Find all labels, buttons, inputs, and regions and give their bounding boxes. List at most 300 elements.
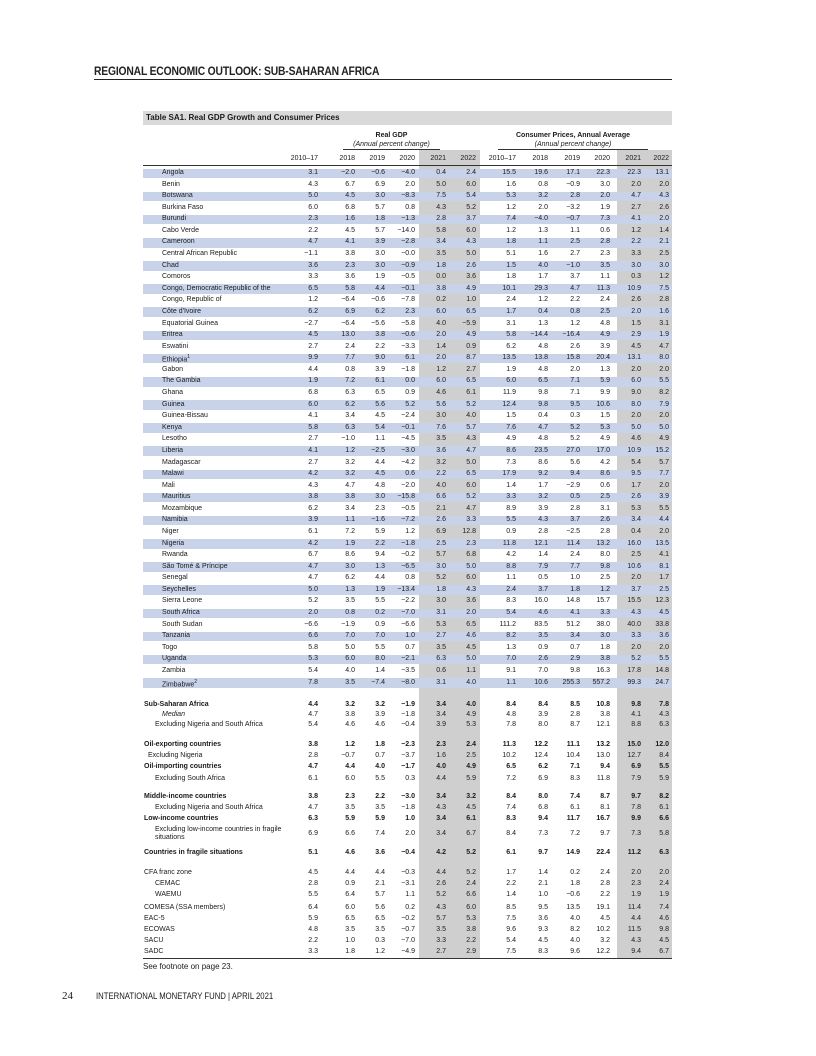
table-cell: 2.8 <box>600 880 610 887</box>
table-cell: 1.2 <box>405 527 415 535</box>
table-cell: 4.4 <box>375 869 385 876</box>
table-cell: 4.3 <box>308 180 318 188</box>
row-label-text: Guinea <box>162 400 185 408</box>
table-cell: 4.7 <box>308 238 318 246</box>
table-cell: 2.0 <box>308 609 318 617</box>
table-cell: 3.5 <box>345 804 355 811</box>
table-cell: 2.3 <box>375 504 385 512</box>
table-cell: 3.9 <box>375 711 385 718</box>
table-cell: 1.4 <box>506 481 516 489</box>
table-cell: −6.5 <box>401 562 415 570</box>
table-cell: 6.1 <box>405 354 415 362</box>
table-cell: 6.3 <box>659 849 669 856</box>
row-label <box>144 869 192 876</box>
table-cell: 9.4 <box>538 815 548 822</box>
table-cell: 13.5 <box>502 354 516 362</box>
table-cell: 1.9 <box>375 273 385 281</box>
table-cell: 2.2 <box>506 880 516 887</box>
table-cell: 4.7 <box>659 342 669 350</box>
table-cell: 4.8 <box>506 711 516 718</box>
table-cell: −2.7 <box>304 319 318 327</box>
table-cell: 6.0 <box>308 400 318 408</box>
table-cell: 3.2 <box>538 192 548 200</box>
table-row <box>0 238 816 248</box>
table-cell: 10.6 <box>596 400 610 408</box>
table-cell: −1.9 <box>401 701 415 708</box>
table-cell: 2.6 <box>538 655 548 663</box>
table-cell: 5.5 <box>308 891 318 898</box>
row-label <box>155 721 263 728</box>
table-cell: −3.0 <box>401 446 415 454</box>
table-cell: 6.2 <box>345 400 355 408</box>
table-cell: 13.1 <box>655 169 669 176</box>
table-cell: 1.4 <box>436 342 446 350</box>
table-cell: 5.0 <box>308 585 318 593</box>
row-label <box>162 343 188 350</box>
table-cell: 8.5 <box>570 701 580 708</box>
table-cell: 2.6 <box>659 203 669 211</box>
table-cell: 9.9 <box>600 389 610 397</box>
table-cell: 6.0 <box>466 481 476 489</box>
table-cell: 8.0 <box>375 655 385 663</box>
table-cell: 6.1 <box>308 775 318 782</box>
real-gdp-group-header <box>343 131 440 150</box>
table-cell: 2.8 <box>600 238 610 246</box>
table-cell: 3.4 <box>345 504 355 512</box>
table-cell: 12.4 <box>502 400 516 408</box>
table-cell: 5.8 <box>436 226 446 234</box>
table-cell: 7.1 <box>570 389 580 397</box>
table-cell: 7.3 <box>631 830 641 837</box>
table-cell: −1.1 <box>304 250 318 258</box>
table-cell: 3.6 <box>466 273 476 281</box>
table-cell: 1.1 <box>538 238 548 246</box>
table-cell: 3.3 <box>600 609 610 617</box>
year-header-0: 2010–17 <box>290 155 318 162</box>
table-row <box>0 793 816 803</box>
table-cell: 1.9 <box>345 539 355 547</box>
consumer-prices-title: Consumer Prices, Annual Average <box>516 132 630 139</box>
table-cell: 12.7 <box>627 752 641 759</box>
table-cell: 1.4 <box>506 891 516 898</box>
row-label <box>162 401 185 408</box>
table-row <box>0 528 816 538</box>
table-cell: 3.4 <box>436 830 446 837</box>
table-cell: −4.0 <box>534 215 548 223</box>
table-cell: 8.9 <box>506 504 516 512</box>
table-cell: 6.6 <box>659 815 669 822</box>
table-cell: 3.3 <box>308 948 318 955</box>
table-cell: 0.6 <box>600 481 610 489</box>
table-cell: 6.0 <box>345 655 355 663</box>
table-cell: 2.8 <box>538 527 548 535</box>
table-cell: 4.0 <box>570 915 580 922</box>
table-cell: 7.1 <box>570 377 580 385</box>
table-cell: 0.8 <box>570 307 580 315</box>
row-label-text: The Gambia <box>162 377 201 385</box>
table-cell: 1.6 <box>345 215 355 223</box>
row-label <box>162 447 183 454</box>
table-cell: 6.9 <box>436 527 446 535</box>
table-row <box>0 435 816 445</box>
table-cell: 5.5 <box>659 655 669 663</box>
table-cell: 5.5 <box>659 504 669 512</box>
table-cell: 1.7 <box>506 869 516 876</box>
row-label-text: SACU <box>144 937 164 944</box>
table-cell: 4.4 <box>308 701 318 708</box>
table-cell: 111.2 <box>499 620 516 628</box>
table-cell: 5.7 <box>659 458 669 466</box>
table-cell: 3.5 <box>375 926 385 933</box>
table-cell: 83.5 <box>534 620 548 628</box>
table-cell: 7.6 <box>506 423 516 431</box>
table-cell: 3.5 <box>375 804 385 811</box>
table-cell: 5.0 <box>466 458 476 466</box>
table-cell: 2.0 <box>659 180 669 188</box>
row-label <box>144 741 221 748</box>
row-label-text: CEMAC <box>155 880 181 887</box>
table-cell: 5.9 <box>600 377 610 385</box>
table-cell: 5.5 <box>659 377 669 385</box>
table-cell: 0.5 <box>538 574 548 582</box>
table-cell: 0.3 <box>570 412 580 420</box>
table-cell: 0.8 <box>345 609 355 617</box>
row-label-text: Mali <box>162 481 175 489</box>
row-label <box>162 470 184 477</box>
table-cell: 8.3 <box>506 597 516 605</box>
year-header-10: 2021 <box>625 155 641 162</box>
row-label <box>162 366 183 373</box>
table-cell: 2.8 <box>570 711 580 718</box>
table-cell: 33.8 <box>655 620 669 628</box>
footnote-marker: 1 <box>187 354 191 361</box>
table-cell: −0.1 <box>401 284 415 292</box>
table-row <box>0 320 816 330</box>
table-cell: 4.4 <box>659 516 669 524</box>
table-cell: −0.5 <box>401 273 415 281</box>
table-row <box>0 849 816 859</box>
table-cell: −1.8 <box>401 711 415 718</box>
table-cell: 5.4 <box>375 423 385 431</box>
table-cell: 4.7 <box>308 711 318 718</box>
table-cell: 5.4 <box>466 192 476 200</box>
table-cell: 9.4 <box>570 470 580 478</box>
table-cell: 6.8 <box>466 551 476 559</box>
table-cell: 4.5 <box>345 226 355 234</box>
row-label-text: Oil-importing countries <box>144 763 222 770</box>
table-row <box>0 937 816 947</box>
row-label-text: Botswana <box>162 192 193 200</box>
table-cell: 5.0 <box>466 562 476 570</box>
table-row <box>0 470 816 480</box>
table-cell: 5.0 <box>631 423 641 431</box>
table-cell: −0.9 <box>566 180 580 188</box>
table-cell: 17.8 <box>627 666 641 674</box>
table-cell: −2.5 <box>371 446 385 454</box>
table-cell: 3.2 <box>345 701 355 708</box>
table-cell: 4.5 <box>466 804 476 811</box>
table-cell: 6.0 <box>466 226 476 234</box>
table-cell: 1.9 <box>506 365 516 373</box>
table-cell: 0.9 <box>405 389 415 397</box>
row-label <box>162 528 179 535</box>
table-cell: 557.2 <box>592 678 610 686</box>
table-row <box>0 343 816 353</box>
row-label-text: Eswatini <box>162 342 189 350</box>
table-cell: 7.7 <box>345 354 355 362</box>
table-cell: 4.6 <box>659 915 669 922</box>
table-cell: 16.7 <box>596 815 610 822</box>
table-cell: −0.7 <box>566 215 580 223</box>
table-cell: 2.7 <box>570 250 580 258</box>
table-cell: 7.2 <box>345 527 355 535</box>
table-cell: 1.6 <box>538 250 548 258</box>
table-cell: 5.9 <box>375 527 385 535</box>
table-cell: 4.6 <box>345 721 355 728</box>
table-cell: 5.2 <box>466 849 476 856</box>
table-cell: 7.1 <box>570 763 580 770</box>
table-cell: 2.0 <box>659 215 669 223</box>
table-cell: 38.0 <box>596 620 610 628</box>
table-cell: 2.0 <box>659 527 669 535</box>
table-cell: 2.7 <box>436 632 446 640</box>
row-label <box>162 482 175 489</box>
table-cell: 11.4 <box>627 904 641 911</box>
table-cell: −7.0 <box>401 609 415 617</box>
table-cell: 4.7 <box>308 562 318 570</box>
table-cell: 3.2 <box>345 458 355 466</box>
table-cell: 2.2 <box>375 539 385 547</box>
table-cell: 6.1 <box>466 815 476 822</box>
table-cell: 9.2 <box>538 470 548 478</box>
table-cell: 7.4 <box>570 793 580 800</box>
table-cell: 4.0 <box>436 763 446 770</box>
table-cell: 40.0 <box>627 620 641 628</box>
table-cell: 5.4 <box>308 666 318 674</box>
table-row <box>0 285 816 295</box>
table-cell: 9.0 <box>375 354 385 362</box>
table-cell: 6.0 <box>466 904 476 911</box>
row-label <box>162 377 201 384</box>
table-cell: −2.0 <box>401 481 415 489</box>
row-label-text: São Tomé & Príncipe <box>162 562 228 570</box>
table-cell: 4.5 <box>345 192 355 200</box>
table-cell: 8.0 <box>538 721 548 728</box>
row-label-text: Tanzania <box>162 632 191 640</box>
table-cell: 1.2 <box>506 203 516 211</box>
table-row <box>0 926 816 936</box>
table-cell: 4.3 <box>466 435 476 443</box>
table-cell: 2.0 <box>405 180 415 188</box>
table-cell: 4.5 <box>466 643 476 651</box>
table-cell: 7.4 <box>659 904 669 911</box>
table-row <box>0 655 816 665</box>
table-cell: 1.2 <box>600 585 610 593</box>
table-cell: 8.8 <box>506 562 516 570</box>
table-cell: 4.4 <box>375 458 385 466</box>
table-cell: 5.3 <box>466 915 476 922</box>
table-cell: 3.0 <box>600 632 610 640</box>
table-cell: 0.7 <box>570 643 580 651</box>
table-cell: 4.0 <box>436 319 446 327</box>
table-cell: 6.9 <box>308 830 318 837</box>
table-cell: 9.8 <box>538 389 548 397</box>
table-cell: 6.5 <box>375 389 385 397</box>
table-cell: −0.7 <box>341 752 355 759</box>
table-cell: 4.3 <box>538 516 548 524</box>
table-cell: 3.0 <box>436 597 446 605</box>
table-cell: 2.2 <box>308 226 318 234</box>
table-cell: 0.2 <box>570 869 580 876</box>
table-cell: 6.6 <box>436 493 446 501</box>
table-cell: 6.6 <box>308 632 318 640</box>
table-cell: 4.7 <box>631 192 641 200</box>
table-cell: 11.3 <box>502 741 516 748</box>
table-row <box>0 493 816 503</box>
table-cell: 4.4 <box>375 574 385 582</box>
table-cell: 11.5 <box>627 926 641 933</box>
table-cell: 6.0 <box>345 904 355 911</box>
table-cell: 3.5 <box>436 435 446 443</box>
table-cell: 9.8 <box>631 701 641 708</box>
table-cell: 3.9 <box>538 504 548 512</box>
table-cell: 10.2 <box>596 926 610 933</box>
table-cell: 12.3 <box>655 597 669 605</box>
table-cell: 8.4 <box>506 830 516 837</box>
table-cell: −13.4 <box>397 585 415 593</box>
table-cell: 6.0 <box>436 377 446 385</box>
table-cell: 2.2 <box>570 296 580 304</box>
table-cell: 1.2 <box>659 273 669 281</box>
table-cell: −15.8 <box>397 493 415 501</box>
table-cell: −3.5 <box>401 666 415 674</box>
table-cell: 14.9 <box>566 849 580 856</box>
table-cell: 6.4 <box>308 904 318 911</box>
table-cell: 2.0 <box>631 574 641 582</box>
table-cell: 4.3 <box>436 904 446 911</box>
table-cell: 5.3 <box>466 721 476 728</box>
table-cell: 4.6 <box>538 609 548 617</box>
table-cell: 1.8 <box>345 948 355 955</box>
table-cell: 5.0 <box>308 192 318 200</box>
table-cell: 1.0 <box>405 632 415 640</box>
row-label <box>162 389 183 396</box>
table-cell: 3.3 <box>308 273 318 281</box>
row-label-text: Burkina Faso <box>162 203 204 211</box>
footnote-marker: 2 <box>194 678 198 685</box>
table-cell: −5.8 <box>401 319 415 327</box>
table-cell: 0.7 <box>375 752 385 759</box>
row-label <box>144 701 209 708</box>
row-label-text: Côte d'Ivoire <box>162 307 202 315</box>
table-cell: 7.4 <box>375 830 385 837</box>
table-cell: −2.2 <box>401 597 415 605</box>
row-label <box>162 574 188 581</box>
table-cell: 6.4 <box>345 891 355 898</box>
table-cell: 8.3 <box>506 815 516 822</box>
table-cell: 8.7 <box>600 793 610 800</box>
table-cell: 1.0 <box>405 815 415 822</box>
table-cell: 3.4 <box>345 412 355 420</box>
table-cell: 13.0 <box>341 331 355 339</box>
table-cell: 3.5 <box>600 261 610 269</box>
table-cell: 8.3 <box>538 948 548 955</box>
table-cell: 1.1 <box>506 574 516 582</box>
row-label <box>144 926 175 933</box>
table-row <box>0 775 816 785</box>
row-label <box>144 948 163 955</box>
table-cell: 2.0 <box>631 869 641 876</box>
table-cell: −8.3 <box>401 192 415 200</box>
table-cell: 22.4 <box>596 849 610 856</box>
row-label <box>162 273 190 280</box>
table-cell: 8.4 <box>506 793 516 800</box>
table-cell: 3.3 <box>631 250 641 258</box>
row-label <box>162 632 190 639</box>
table-cell: 8.8 <box>631 721 641 728</box>
table-cell: −3.7 <box>401 752 415 759</box>
table-row <box>0 215 816 225</box>
table-cell: 1.9 <box>308 377 318 385</box>
table-cell: 1.8 <box>570 880 580 887</box>
table-cell: 1.2 <box>631 226 641 234</box>
table-row <box>0 459 816 469</box>
table-cell: 5.1 <box>308 849 318 856</box>
table-cell: 0.5 <box>570 493 580 501</box>
table-cell: 6.1 <box>570 804 580 811</box>
table-cell: 3.4 <box>436 238 446 246</box>
table-cell: 3.3 <box>466 516 476 524</box>
table-cell: 8.2 <box>659 389 669 397</box>
table-cell: 7.0 <box>375 632 385 640</box>
table-cell: −0.0 <box>401 250 415 258</box>
table-cell: 4.2 <box>436 849 446 856</box>
table-cell: 9.6 <box>506 926 516 933</box>
row-label <box>155 826 285 842</box>
row-label-text: Congo, Republic of <box>162 296 222 304</box>
table-cell: 11.9 <box>502 389 516 397</box>
table-cell: 1.2 <box>345 741 355 748</box>
table-cell: 11.4 <box>566 539 580 547</box>
table-cell: 3.6 <box>308 261 318 269</box>
table-cell: 1.5 <box>631 319 641 327</box>
table-cell: −0.6 <box>401 331 415 339</box>
table-cell: 4.3 <box>631 609 641 617</box>
table-cell: 6.5 <box>375 915 385 922</box>
page-number: 24 <box>62 990 73 1002</box>
row-label <box>162 609 200 616</box>
table-cell: 3.6 <box>436 446 446 454</box>
table-row <box>0 296 816 306</box>
table-cell: 1.2 <box>308 296 318 304</box>
table-cell: −2.3 <box>401 741 415 748</box>
table-cell: 6.9 <box>375 180 385 188</box>
table-cell: 2.2 <box>436 470 446 478</box>
table-cell: 1.0 <box>570 574 580 582</box>
row-label-text: Equatorial Guinea <box>162 319 219 327</box>
table-cell: 6.1 <box>466 389 476 397</box>
table-cell: 0.3 <box>375 937 385 944</box>
year-header-9: 2020 <box>594 155 610 162</box>
table-cell: 9.3 <box>538 926 548 933</box>
table-cell: 8.6 <box>538 458 548 466</box>
table-cell: −2.9 <box>566 481 580 489</box>
table-row <box>0 752 816 762</box>
table-cell: 7.8 <box>308 678 318 686</box>
row-label-text: WAEMU <box>155 891 182 898</box>
table-cell: 4.1 <box>631 711 641 718</box>
table-cell: 2.0 <box>659 869 669 876</box>
